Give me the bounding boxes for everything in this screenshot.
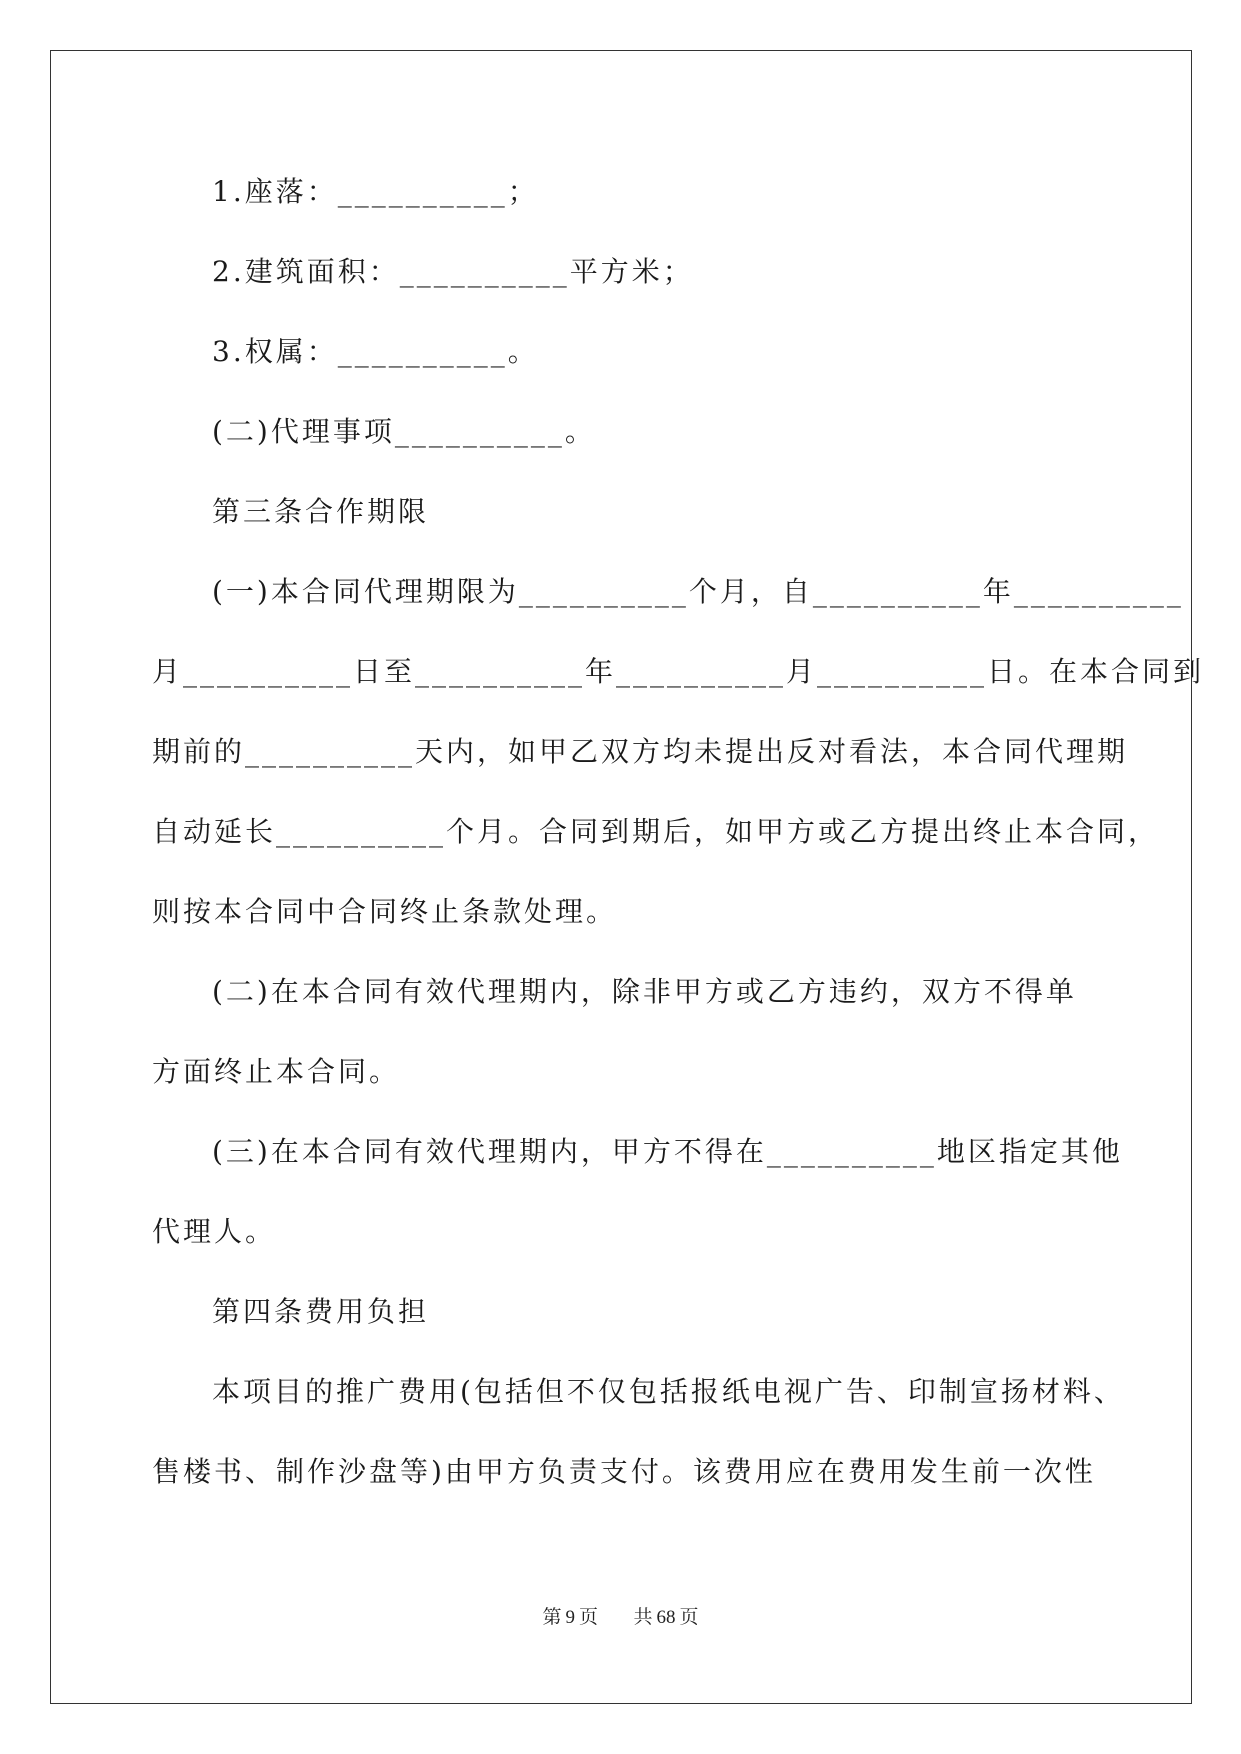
page-number: 9 xyxy=(565,1607,575,1628)
total-pages: 68 xyxy=(656,1607,676,1628)
article-3-heading: 第三条合作期限 xyxy=(212,495,430,528)
paragraph-line: 售楼书、制作沙盘等)由甲方负责支付。该费用应在费用发生前一次性 xyxy=(152,1455,1096,1488)
document-body xyxy=(152,164,1205,1524)
paragraph-line: (三)在本合同有效代理期内，甲方不得在__________地区指定其他 xyxy=(212,1135,1123,1168)
paragraph-line: 期前的__________天内，如甲乙双方均未提出反对看法，本合同代理期 xyxy=(152,735,1129,768)
page-suffix: 页 xyxy=(578,1607,598,1628)
page-footer xyxy=(0,1602,1241,1629)
item-ownership: 3.权属：__________。 xyxy=(212,335,539,368)
page-prefix: 第 xyxy=(542,1607,562,1628)
total-prefix: 共 xyxy=(633,1607,653,1628)
paragraph-line: 代理人。 xyxy=(152,1215,277,1248)
total-suffix: 页 xyxy=(679,1607,699,1628)
paragraph-line: 则按本合同中合同终止条款处理。 xyxy=(152,895,618,928)
agency-matters: (二)代理事项__________。 xyxy=(212,415,596,448)
paragraph-line: 自动延长__________个月。合同到期后，如甲方或乙方提出终止本合同， xyxy=(152,815,1160,848)
article-4-heading: 第四条费用负担 xyxy=(212,1295,430,1328)
paragraph-line: 本项目的推广费用(包括但不仅包括报纸电视广告、印制宣扬材料、 xyxy=(212,1375,1125,1408)
paragraph-line: 月__________日至__________年__________月__________日。在本合同到 xyxy=(152,655,1205,688)
paragraph-line: (二)在本合同有效代理期内，除非甲方或乙方违约，双方不得单 xyxy=(212,975,1077,1008)
item-building-area: 2.建筑面积：__________平方米； xyxy=(212,255,694,288)
item-location: 1.座落：__________； xyxy=(212,175,539,208)
paragraph-line: (一)本合同代理期限为__________个月，自__________年__________ xyxy=(212,575,1184,608)
paragraph-line: 方面终止本合同。 xyxy=(152,1055,401,1088)
